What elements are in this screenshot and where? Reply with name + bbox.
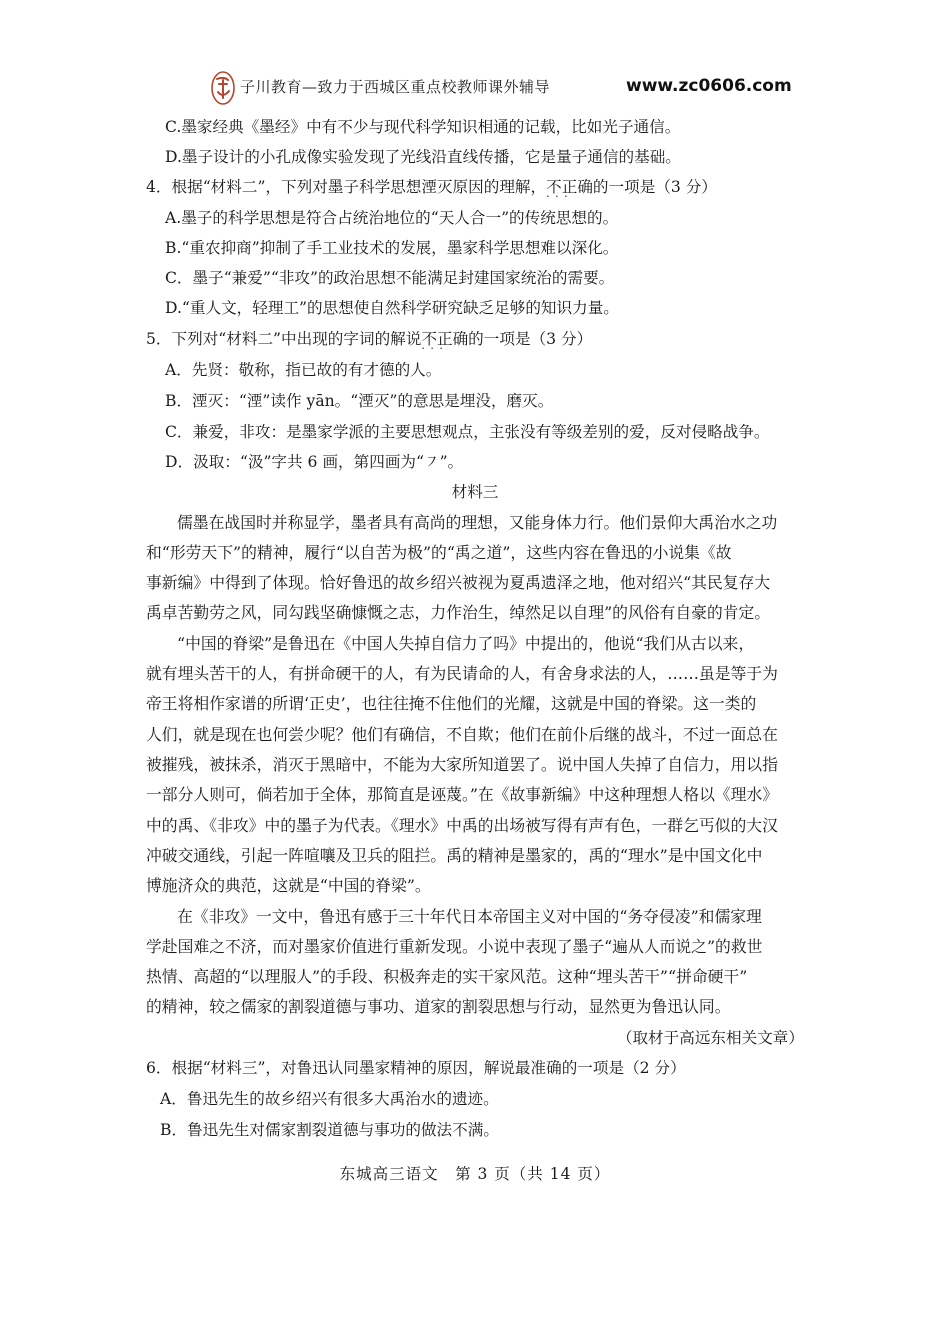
q4-option-a: A.墨子的科学思想是符合占统治地位的“天人合一”的传统思想的。 [165, 209, 619, 227]
q4-stem-before: 4．根据“材料二”，下列对墨子科学思想湮灭原因的理解， [146, 178, 547, 196]
q4-stem-after: 的一项是（3 分） [592, 178, 717, 196]
m3-p1-line: 禹卓苦勤劳之风，同勾践坚确慷慨之志，力作治生，绰然足以自理”的风俗有自豪的肯定。 [146, 603, 771, 622]
m3-p2-line: 博施济众的典范，这就是“中国的脊梁”。 [146, 876, 431, 895]
m3-p2-line: 冲破交通线，引起一阵喧嚷及卫兵的阻拦。禹的精神是墨家的，禹的“理水”是中国文化中 [146, 846, 763, 865]
m3-p1-line: 事新编》中得到了体现。恰好鲁迅的故乡绍兴被视为夏禹遗泽之地，他对绍兴“其民复存大 [146, 573, 771, 592]
q5-stem-after: 的一项是（3 分） [468, 330, 593, 348]
q6-option-a: A．鲁迅先生的故乡绍兴有很多大禹治水的遗迹。 [160, 1090, 499, 1108]
m3-p3-line: 热情、高超的“以理服人”的手段、积极奔走的实干家风范。这种“埋头苦干”“拼命硬干” [146, 967, 748, 986]
q5-option-c: C．兼爱，非攻：是墨家学派的主要思想观点，主张没有等级差别的爱，反对侵略战争。 [165, 423, 770, 441]
q5-stem-before: 5．下列对“材料二”中出现的字词的解说 [146, 330, 422, 348]
material3-source: （取材于高远东相关文章） [616, 1029, 804, 1047]
q5-option-d: D．汲取：“汲”字共 6 画，第四画为“㇇”。 [165, 453, 464, 471]
m3-p1-line: 儒墨在战国时并称显学，墨者具有高尚的理想，又能身体力行。他们景仰大禹治水之功 [177, 513, 778, 532]
m3-p2-line: 就有埋头苦干的人，有拼命硬干的人，有为民请命的人，有舍身求法的人，……虽是等于为 [146, 664, 778, 683]
q5-option-b: B．湮灭：“湮”读作 yān。“湮灭”的意思是埋没，磨灭。 [165, 392, 554, 410]
header-org-text: 子川教育—致力于西城区重点校教师课外辅导 [240, 78, 551, 96]
q6-stem: 6．根据“材料三”，对鲁迅认同墨家精神的原因，解说最准确的一项是（2 分） [146, 1059, 686, 1077]
header-url[interactable]: www.zc0606.com [626, 76, 792, 96]
q5-option-a: A．先贤：敬称，指已故的有才德的人。 [165, 361, 442, 379]
m3-p3-line: 在《非攻》一文中，鲁迅有感于三十年代日本帝国主义对中国的“务夺侵凌”和儒家理 [177, 907, 762, 926]
logo-seal [210, 70, 236, 106]
m3-p2-line: 一部分人则可，倘若加于全体，那简直是诬蔑。”在《故事新编》中这种理想人格以《理水》 [146, 785, 779, 804]
q4-emphasis: 不正确 · · · [546, 178, 593, 196]
m3-p3-line: 学赴国难之不济，而对墨家价值进行重新发现。小说中表现了墨子“遍从人而说之”的救世 [146, 937, 763, 956]
m3-p3-line: 的精神，较之儒家的割裂道德与事功、道家的割裂思想与行动，显然更为鲁迅认同。 [146, 997, 731, 1016]
m3-p2-line: 人们，就是现在也何尝少呢？他们有确信，不自欺；他们在前仆后继的战斗，不过一面总在 [146, 725, 778, 744]
q4-option-d: D.“重人文，轻理工”的思想使自然科学研究缺乏足够的知识力量。 [165, 299, 619, 317]
m3-p2-line: “中国的脊梁”是鲁迅在《中国人失掉自信力了吗》中提出的，他说“我们从古以来， [177, 634, 755, 653]
m3-p2-line: 被摧残，被抹杀，消灭于黑暗中，不能为大家所知道罢了。说中国人失掉了自信力，用以指 [146, 755, 778, 774]
q4-option-c: C．墨子“兼爱”“非攻”的政治思想不能满足封建国家统治的需要。 [165, 269, 615, 287]
q6-option-b: B．鲁迅先生对儒家割裂道德与事功的做法不满。 [160, 1121, 499, 1139]
q4-stem [146, 177, 717, 197]
q5-emphasis: 不正确 · · · [421, 330, 468, 348]
m3-p1-line: 和“形劳天下”的精神，履行“以自苦为极”的“禹之道”，这些内容在鲁迅的小说集《故 [146, 543, 732, 562]
q4-option-b: B.“重农抑商”抑制了手工业技术的发展，墨家科学思想难以深化。 [165, 239, 619, 257]
m3-p2-line: 中的禹、《非攻》中的墨子为代表。《理水》中禹的出场被写得有声有色，一群乞丐似的大汉 [146, 816, 778, 835]
material3-title: 材料三 [451, 483, 499, 501]
page-footer: 东城高三语文 第 3 页（共 14 页） [339, 1165, 611, 1183]
q3-option-c: C.墨家经典《墨经》中有不少与现代科学知识相通的记载，比如光子通信。 [165, 118, 681, 136]
m3-p2-line: 帝王将相作家谱的所谓‘正史’，也往往掩不住他们的光耀，这就是中国的脊梁。这一类的 [146, 694, 757, 713]
q5-stem [146, 329, 592, 349]
q3-option-d: D.墨子设计的小孔成像实验发现了光线沿直线传播，它是量子通信的基础。 [165, 148, 681, 166]
